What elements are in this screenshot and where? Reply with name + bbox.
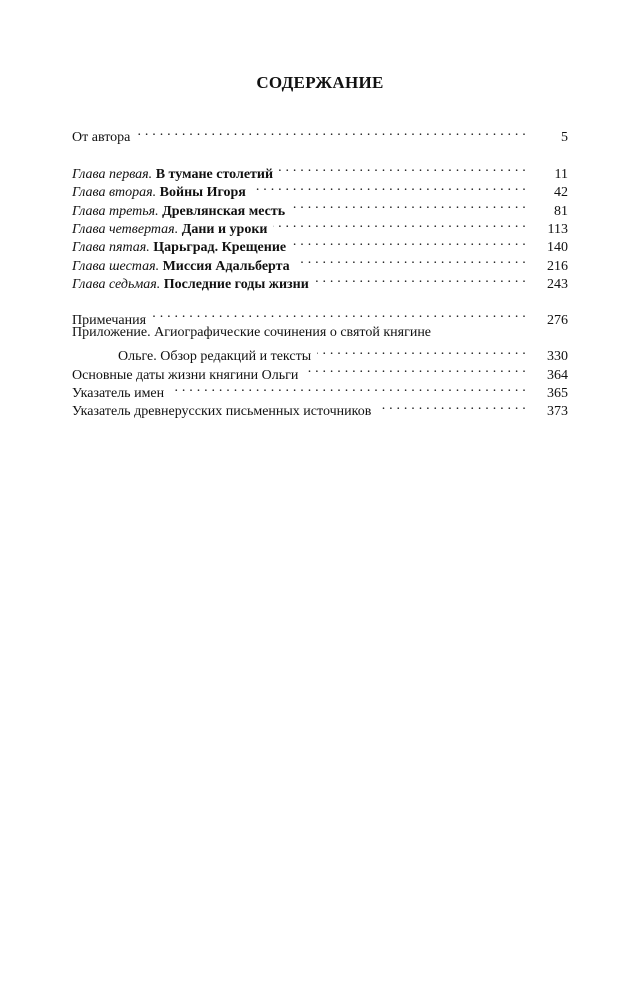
toc-entry-appendix[interactable] <box>72 324 568 365</box>
chapter-title: Миссия Адальберта <box>162 258 290 274</box>
toc-page-number: 81 <box>554 203 568 219</box>
toc-entry-label-line-2: Ольге. Обзор редакций и тексты <box>118 349 312 365</box>
toc-page-number: 373 <box>547 404 568 420</box>
leader-dots <box>136 123 526 141</box>
chapter-title: Войны Игоря <box>159 185 246 201</box>
toc-entry-label: Указатель древнерусских письменных источников <box>72 404 372 420</box>
toc-page-number: 365 <box>547 386 568 402</box>
toc-page-number: 11 <box>554 166 568 182</box>
leader-dots <box>292 233 526 251</box>
toc-page-number: 216 <box>547 258 568 274</box>
page-title: СОДЕРЖАНИЕ <box>256 73 384 92</box>
toc-page-number: 113 <box>547 221 568 237</box>
toc-entry-notes[interactable] <box>72 305 568 328</box>
toc-page-number: 42 <box>554 185 568 201</box>
chapter-title: Древлянская месть <box>162 203 286 219</box>
chapter-number: Глава третья. <box>72 203 159 219</box>
chapter-number: Глава седьмая. <box>72 277 161 293</box>
chapter-number: Глава первая. <box>72 166 153 182</box>
chapter-number: Глава шестая. <box>72 258 160 274</box>
chapter-title: Царьград. Крещение <box>153 240 287 256</box>
toc-entry-label-line-1: Приложение. Агиографические сочинения о святой княгине <box>72 324 432 340</box>
chapter-number: Глава пятая. <box>72 240 150 256</box>
table-of-contents <box>72 123 568 420</box>
toc-entry-chapter-1[interactable] <box>72 159 568 182</box>
leader-dots <box>377 397 526 415</box>
chapter-title: Последние годы жизни <box>163 277 309 293</box>
chapter-number: Глава четвертая. <box>72 221 179 237</box>
toc-page-number: 5 <box>561 130 568 146</box>
toc-page-number: 243 <box>547 277 568 293</box>
toc-entry-author-foreword[interactable] <box>72 123 568 146</box>
leader-dots <box>291 196 526 214</box>
toc-entry-label: Примечания <box>72 312 147 328</box>
leader-dots <box>279 159 526 177</box>
leader-dots <box>273 215 526 233</box>
chapter-title: В тумане столетий <box>155 166 274 182</box>
leader-dots <box>304 360 526 378</box>
toc-page-number: 330 <box>547 349 568 365</box>
leader-dots <box>317 342 526 360</box>
toc-page-number: 276 <box>547 312 568 328</box>
leader-dots <box>170 379 526 397</box>
toc-entry-label: От автора <box>72 130 131 146</box>
toc-entry-label: Основные даты жизни княгини Ольги <box>72 367 299 383</box>
leader-dots <box>152 305 526 323</box>
chapter-number: Глава вторая. <box>72 185 157 201</box>
section-gap <box>72 141 568 159</box>
leader-dots <box>296 251 526 269</box>
toc-page-number: 140 <box>547 240 568 256</box>
leader-dots <box>252 178 526 196</box>
toc-page-number: 364 <box>547 367 568 383</box>
leader-dots <box>315 270 526 288</box>
toc-entry-label: Указатель имен <box>72 386 165 402</box>
chapter-title: Дани и уроки <box>181 221 268 237</box>
